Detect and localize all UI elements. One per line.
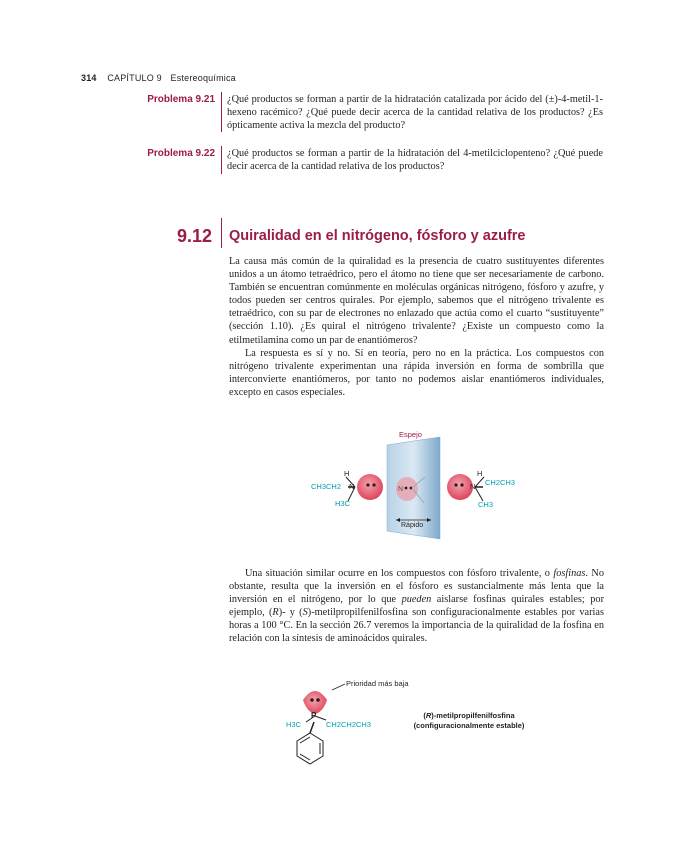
problem-rule — [221, 146, 222, 174]
body-text-top — [229, 255, 604, 399]
phosphine-figure — [280, 678, 400, 788]
fast-label: Rápido — [401, 522, 424, 529]
substituent-label: CH3 — [478, 500, 494, 509]
svg-text:N: N — [398, 486, 404, 493]
chapter-label: CAPÍTULO 9 — [107, 73, 162, 83]
callout-line — [332, 684, 345, 690]
paragraph: La causa más común de la quiralidad es la presencia de cuatro sustituyentes diferentes unidos a un átomo tetraédrico, pero el átomo no tiene que ser necesariamente de carbono. También se encuentran comúnmente en moléculas orgánicas nitrógeno, fósforo y azufre, y todos pueden ser centros quirales. Por ejemplo, sabemos que el nitrógeno trivalente es tetraédrico, con su par de electrones no enlazado que actúa como el cuarto “sustituyente” (sección 1.10). ¿Es quiral el nitrógeno trivalente? ¿Existe un compuesto como la etilmetilamina como un par de enantiómeros? — [229, 256, 604, 346]
phosphorus-label: P — [311, 711, 317, 720]
hydrogen-label: H — [344, 469, 350, 478]
chapter-title: Estereoquímica — [170, 73, 236, 83]
section-title: Quiralidad en el nitrógeno, fósforo y azufre — [229, 228, 526, 244]
section-rule — [221, 218, 222, 248]
problem-text: ¿Qué productos se forman a partir de la hidratación catalizada por ácido del (±)-4-metil-1-hexeno racémico? ¿Qué puede decir acerca de la cantidad relativa de los productos? ¿Es ópticamente activa la mezcla del producto? — [227, 94, 603, 131]
nitrogen-label: N — [349, 482, 355, 491]
paragraph: La respuesta es sí y no. Sí en teoría, pero no en la práctica. Los compuestos con nitrógeno trivalente experimentan una rápida inversión en forma de sombrilla que interconvierte enantiómeros, por tanto no podemos aislar enantiómeros individuales, excepto en casos especiales. — [229, 347, 604, 398]
figure-caption: (R)-metilpropilfenilfosfina (configuracionalmente estable) — [413, 711, 525, 730]
section-number: 9.12 — [176, 226, 212, 246]
substituent-label: CH2CH3 — [485, 478, 516, 487]
substituent-label: H3C — [286, 720, 302, 729]
mirror-label: Espejo — [399, 430, 422, 439]
benzene-ring — [297, 733, 323, 764]
paragraph: Una situación similar ocurre en los compuestos con fósforo trivalente, o fosfinas. No obstante, resulta que la inversión en el fósforo es sustancialmente más lenta que la inversión en el nitrógeno, por lo que pueden aislarse fosfinas quirales estables; por ejemplo, (R)- y (S)-metilpropilfenilfosfina son configuracionalmente estables por varias horas a 100 °C. En la sección 26.7 veremos la importancia de la quiralidad de la fosfina en relación con la síntesis de aminoácidos quirales. — [229, 568, 605, 645]
hydrogen-label: H — [477, 469, 483, 478]
running-header — [81, 73, 236, 83]
substituent-label: CH2CH2CH3 — [326, 720, 372, 729]
problem-text: ¿Qué productos se forman a partir de la hidratación del 4-metilciclopenteno? ¿Qué puede decir acerca de la cantidad relativa de los productos? — [227, 148, 603, 172]
problem-label: Problema 9.22 — [147, 148, 215, 159]
problem-rule — [221, 92, 222, 132]
substituent-label: CH3CH2 — [311, 482, 342, 491]
substituent-label: H3C — [335, 499, 351, 508]
lone-pair-lobe — [357, 474, 383, 500]
problem-label: Problema 9.21 — [147, 94, 215, 105]
callout-label: Prioridad más baja — [346, 679, 409, 688]
page-number: 314 — [81, 73, 97, 83]
nitrogen-label: N — [470, 482, 476, 491]
